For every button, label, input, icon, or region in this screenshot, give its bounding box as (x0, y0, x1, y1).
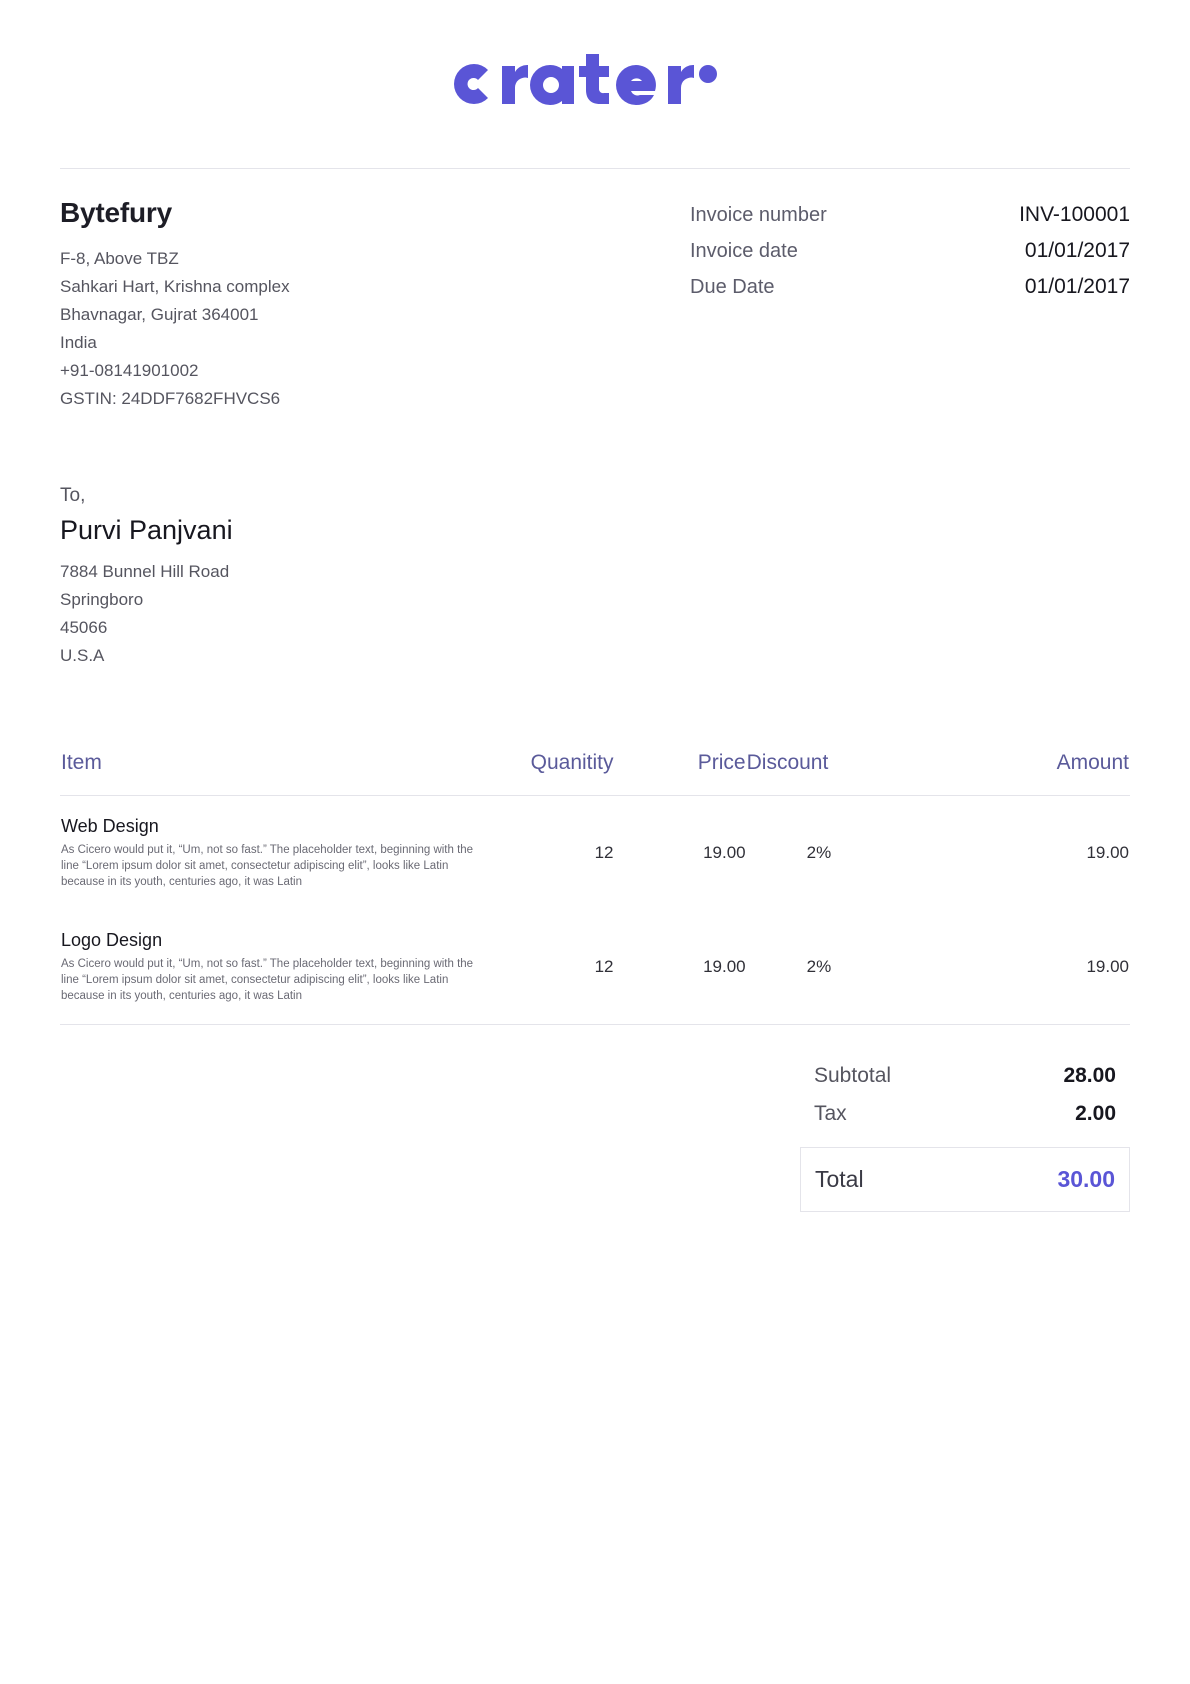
total-row (800, 1147, 1130, 1212)
column-header-price: Price (615, 750, 747, 796)
invoice-date-value: 01/01/2017 (1024, 239, 1130, 262)
bill-to-address-line: 7884 Bunnel Hill Road (60, 562, 230, 581)
item-discount: 2% (747, 910, 958, 1025)
item-cell (60, 796, 492, 911)
brand-logo (60, 0, 1130, 168)
company-address-line: India (60, 333, 97, 352)
invoice-number-row (690, 203, 1130, 227)
bill-to-address-line: U.S.A (60, 646, 105, 665)
totals-box (800, 1057, 1130, 1212)
company-block (60, 197, 290, 413)
item-price: 19.00 (615, 910, 747, 1025)
items-table-body (60, 796, 1130, 1025)
company-address-line: Bhavnagar, Gujrat 364001 (60, 305, 259, 324)
column-header-discount: Discount (747, 750, 958, 796)
subtotal-label: Subtotal (814, 1064, 892, 1087)
item-description: As Cicero would put it, “Um, not so fast.” The placeholder text, beginning with the line “Lorem ipsum dolor sit amet, consectetur adipiscing elit”, looks like Latin because in its youth, centuries ago, it was Latin (61, 958, 474, 1002)
column-header-item: Item (60, 750, 492, 796)
invoice-number-value: INV-100001 (1019, 203, 1130, 226)
bill-to-block (60, 485, 1130, 670)
items-table-header-row (60, 750, 1130, 796)
company-gstin: GSTIN: 24DDF7682FHVCS6 (60, 389, 281, 408)
company-address-line: Sahkari Hart, Krishna complex (60, 277, 290, 296)
bill-to-name: Purvi Panjvani (60, 515, 233, 545)
bill-to-prefix: To, (60, 485, 86, 506)
column-header-amount: Amount (958, 750, 1130, 796)
item-name: Logo Design (61, 930, 163, 950)
subtotal-value: 28.00 (1063, 1064, 1116, 1087)
subtotal-row (800, 1057, 1130, 1095)
item-price: 19.00 (703, 843, 746, 862)
table-row (60, 910, 1130, 1025)
item-amount: 19.00 (1086, 843, 1129, 862)
tax-label: Tax (814, 1102, 847, 1125)
item-quantity: 12 (492, 910, 614, 1025)
total-value: 30.00 (1057, 1166, 1115, 1192)
due-date-value: 01/01/2017 (1024, 275, 1130, 298)
due-date-row (690, 275, 1130, 299)
item-cell (60, 910, 492, 1025)
invoice-header (60, 169, 1130, 413)
crater-logo-icon (440, 48, 750, 120)
item-name: Web Design (61, 816, 159, 836)
items-table-head (60, 750, 1130, 796)
tax-value: 2.00 (1075, 1102, 1116, 1125)
item-description: As Cicero would put it, “Um, not so fast.” The placeholder text, beginning with the line “Lorem ipsum dolor sit amet, consectetur adipiscing elit”, looks like Latin because in its youth, centuries ago, it was Latin (61, 844, 474, 888)
bill-to-address-line: Springboro (60, 590, 144, 609)
due-date-label: Due Date (690, 276, 775, 298)
items-table (60, 750, 1130, 1025)
totals-section (60, 1057, 1130, 1212)
tax-row (800, 1095, 1130, 1133)
total-label: Total (815, 1166, 864, 1192)
table-row (60, 796, 1130, 911)
company-address-line: F-8, Above TBZ (60, 249, 179, 268)
bill-to-address-line: 45066 (60, 618, 108, 637)
company-phone: +91-08141901002 (60, 361, 199, 380)
item-discount: 2% (806, 843, 832, 862)
company-name: Bytefury (60, 197, 172, 228)
item-quantity: 12 (594, 843, 614, 862)
invoice-meta (690, 197, 1130, 413)
invoice-date-label: Invoice date (690, 240, 798, 262)
invoice-number-label: Invoice number (690, 204, 827, 226)
invoice-date-row (690, 239, 1130, 263)
column-header-quantity: Quanitity (492, 750, 614, 796)
item-amount: 19.00 (958, 910, 1130, 1025)
